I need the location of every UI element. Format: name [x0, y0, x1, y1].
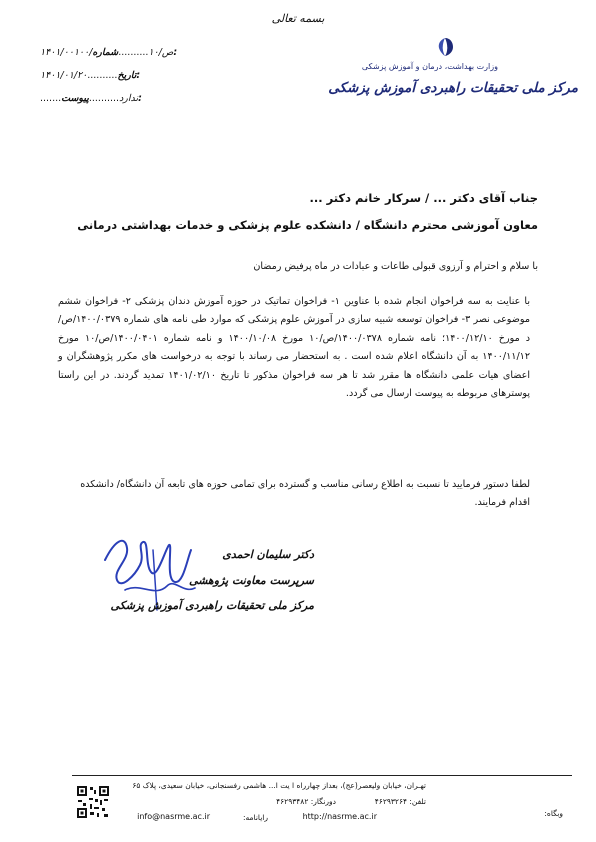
letter-attachment-label: پیوست: [61, 93, 142, 104]
footer-email-label: رایانامه: [242, 813, 268, 822]
letter-date-label: تاریخ: [117, 70, 141, 81]
footer-website-link[interactable]: http://nasrme.ac.ir [302, 812, 377, 821]
footer-address: تهـران، خیابان ولیعصر(عج)، بعداز چهارراه ا یت ا... هاشمی رفسنجانی، خیابان سعیدی، پلاک ۶۵ [132, 781, 426, 790]
letter-closing: لطفا دستور فرمایید تا نسبت به اطلاع رسانی مناسب و گسترده برای تمامی حوزه های تابعه آن دانشگاه/ دانشکده اقدام فرمایند. [80, 479, 530, 509]
greeting: با سلام و احترام و آرزوی قبولی طاعات و عبادات در ماه پرفیض رمضان [253, 261, 538, 272]
footer-website-label: وبگاه: [544, 809, 563, 818]
letter-attachment: ....... ندارد..........پیوست: [40, 93, 142, 104]
letter-number: ۱۴۰۱/۰۰۱۰۰/ص/۱۰..........شماره: [40, 47, 178, 58]
center-name: مرکز ملی تحقیقات راهبردی آموزش پزشکی [328, 80, 578, 96]
recipient-line-1: جناب آقای دکتر ... / سرکار خانم دکتر ... [309, 191, 538, 205]
bismillah-heading: بسمه تعالی [271, 12, 325, 25]
letter-body-paragraph: با عنایت به سه فراخوان انجام شده با عناوین ۱- فراخوان تماتیک در حوزه آموزش دندان پزشکی ۲- فراخوان ششم موضوعی نصر ۳- فراخوان توسعه شبیه سازی در آموزش علوم پزشکی که موارد طی نامه های شماره ۱۴۰۰/۰۳۷۹/ص/د مورخ ۱۴۰۰/۱۲/۱۰؛ نامه شماره ۱۴۰۰/۰۳۷۸/ص/۱۰ مورخ ۱۴۰۰/۱۰/۰۸ و نامه شماره ۱۴۰۰/۰۴۰۱/ص/۱۰ مورخ ۱۴۰۰/۱۱/۱۲ به آن دانشگاه اعلام شده است . به استحضار می رساند با توجه به درخواست های مکرر پژوهشگران و اعضای هیات علمی دانشگاه ها مقرر شد تا هر سه فراخوان مذکور تا تاریخ ۱۴۰۱/۰۲/۱۰ تمدید گردند. در این راستا پوسترهای مربوطه به پیوست ارسال می گردد. [58, 296, 531, 400]
qr-code-icon [76, 785, 110, 819]
footer-phone: تلفن: ۴۶۲۹۳۲۶۴ [374, 797, 426, 806]
organization-logo-icon [434, 36, 456, 58]
letter-date-value: ۱۴۰۱/۰۱/۲۰ [40, 70, 88, 81]
footer-fax: دورنگار: ۴۶۲۹۳۴۸۲ [276, 797, 336, 806]
ministry-name: وزارت بهداشت، درمان و آموزش پزشکی [361, 62, 498, 71]
letter-date: ۱۴۰۱/۰۱/۲۰..........تاریخ: [40, 70, 141, 81]
footer-divider [72, 775, 572, 776]
footer-email-link[interactable]: info@nasrme.ac.ir [137, 812, 210, 821]
signatory-organization: مرکز ملی تحقیقات راهبردی آموزش پزشکی [110, 599, 314, 612]
letter-number-value: ۱۴۰۱/۰۰۱۰۰/ص/۱۰ [40, 47, 174, 58]
recipient-line-2: معاون آموزشی محترم دانشگاه / دانشکده علوم پزشکی و خدمات بهداشتی درمانی [77, 218, 538, 232]
letter-number-label: شماره: [92, 47, 178, 58]
signatory-title: سرپرست معاونت پژوهشی [188, 574, 314, 587]
letter-attachment-value: ندارد [119, 93, 139, 104]
signatory-name: دکتر سلیمان احمدی [222, 548, 314, 561]
